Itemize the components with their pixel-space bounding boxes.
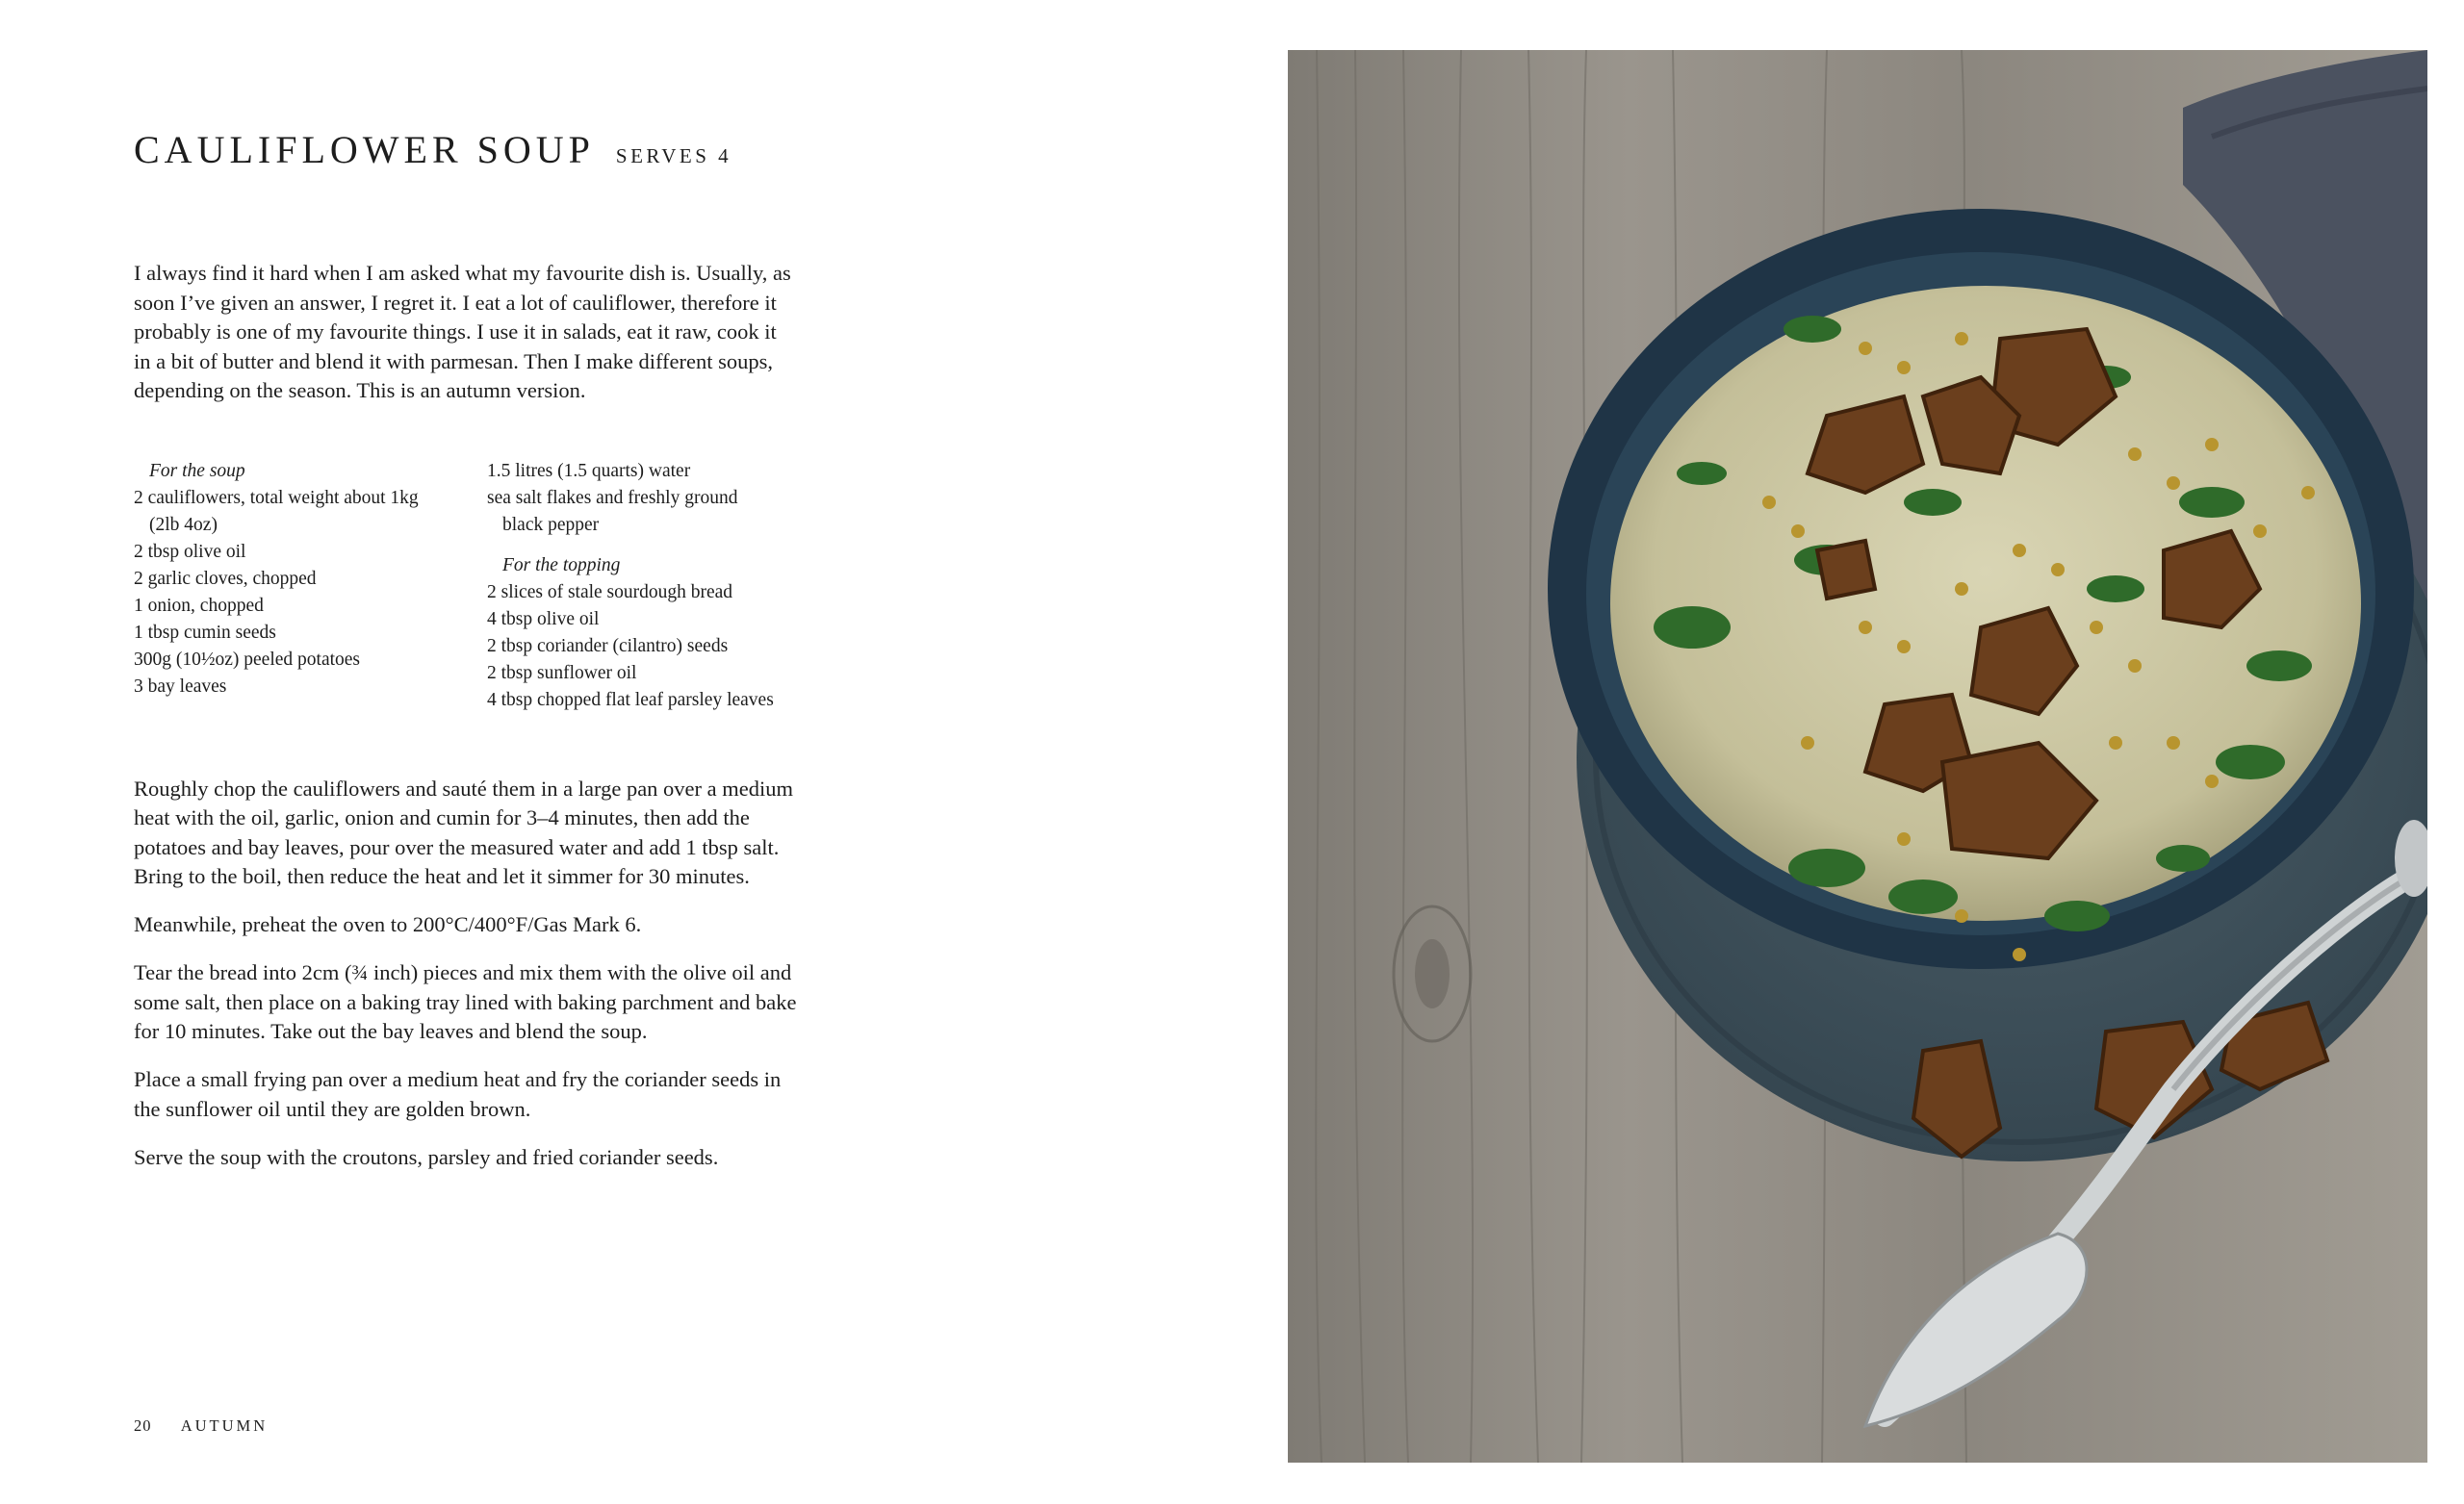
ingredient-item: 2 tbsp olive oil <box>134 542 246 562</box>
ingredients-topping-column <box>487 458 834 714</box>
ingredient-item: 2 tbsp coriander (cilantro) seeds <box>487 636 729 656</box>
ingredient-item: 2 cauliflowers, total weight about 1kg (2lb 4oz) <box>134 488 419 535</box>
soup-photo <box>1288 50 2427 1463</box>
recipe-title: CAULIFLOWER SOUP <box>134 128 595 171</box>
ingredient-item: 2 garlic cloves, chopped <box>134 569 317 589</box>
method-section <box>134 775 798 1191</box>
method-step: Meanwhile, preheat the oven to 200°C/400°F/Gas Mark 6. <box>134 912 642 937</box>
ingredient-item: 1 onion, chopped <box>134 596 264 616</box>
recipe-serves: SERVES 4 <box>615 144 732 167</box>
method-step: Roughly chop the cauliflowers and sauté them in a large pan over a medium heat with the oil, garlic, onion and cumin for 3–4 minutes, then add the potatoes and bay leaves, pour over the measured water and add 1 tbsp salt. Bring to the boil, then reduce the heat and let it simmer for 30 minutes. <box>134 777 794 888</box>
ingredient-item: 3 bay leaves <box>134 676 227 697</box>
ingredient-item: 300g (10½oz) peeled potatoes <box>134 650 361 670</box>
ingredient-item: sea salt flakes and freshly ground black pepper <box>487 488 738 535</box>
page-number: 20 <box>134 1416 152 1435</box>
ingredients-soup-column <box>134 458 461 701</box>
ingredient-item: 2 slices of stale sourdough bread <box>487 582 733 602</box>
method-step: Place a small frying pan over a medium heat and fry the coriander seeds in the sunflower oil until they are golden brown. <box>134 1067 782 1121</box>
method-step: Serve the soup with the croutons, parsley and fried coriander seeds. <box>134 1144 719 1169</box>
page-footer <box>134 1416 268 1436</box>
ingredient-item: 2 tbsp sunflower oil <box>487 663 637 683</box>
ingredients-heading-soup: For the soup <box>149 461 245 481</box>
method-step: Tear the bread into 2cm (¾ inch) pieces and mix them with the olive oil and some salt, then place on a baking tray lined with baking parchment and bake for 10 minutes. Take out the bay leaves and blend the soup. <box>134 960 797 1044</box>
recipe-intro: I always find it hard when I am asked what my favourite dish is. Usually, as soon I’ve given an answer, I regret it. I eat a lot of cauliflower, therefore it probably is one of my favourite things. I use it in salads, eat it raw, cook it in a bit of butter and blend it with parmesan. Then I make different soups, depending on the season. This is an autumn version. <box>134 261 791 403</box>
section-name: AUTUMN <box>180 1416 269 1435</box>
ingredient-item: 1 tbsp cumin seeds <box>134 623 276 643</box>
ingredient-item: 4 tbsp chopped flat leaf parsley leaves <box>487 690 774 710</box>
recipe-header <box>134 127 732 172</box>
ingredient-item: 1.5 litres (1.5 quarts) water <box>487 461 691 481</box>
ingredients-heading-topping: For the topping <box>502 555 621 575</box>
ingredient-item: 4 tbsp olive oil <box>487 609 600 629</box>
